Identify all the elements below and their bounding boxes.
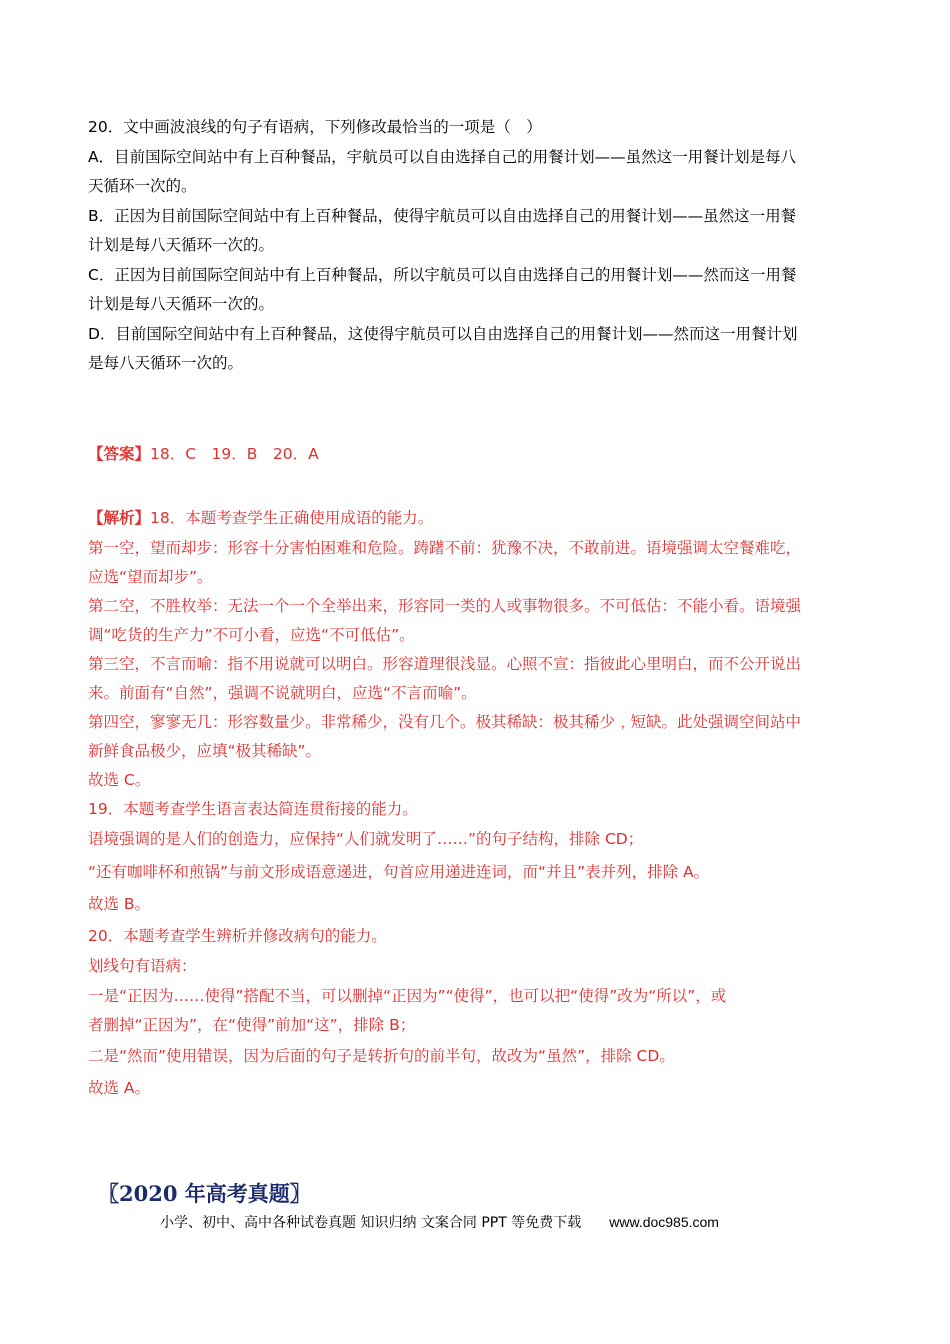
analysis-line: 应选“望而却步”。 [88, 568, 213, 586]
analysis-line: 划线句有语病： [88, 957, 197, 975]
analysis-first-text: 18．本题考查学生正确使用成语的能力。 [150, 509, 434, 527]
answer-text: 18．C 19．B 20．A [150, 445, 319, 463]
analysis-line: 调“吃货的生产力”不可小看，应选“不可低估”。 [88, 626, 415, 644]
option-b-line-2: 计划是每八天循环一次的。 [88, 236, 275, 254]
analysis-line: 第一空，望而却步：形容十分害怕困难和危险。踌躇不前：犹豫不决，不敢前进。语境强调太空餐难吃， [88, 539, 802, 557]
analysis-line: 第二空，不胜枚举：无法一个一个全举出来，形容同一类的人或事物很多。不可低估：不能小看。语境强 [88, 597, 802, 615]
analysis-line: 故选 A。 [88, 1079, 151, 1097]
answer-label: 【答案】 [88, 445, 151, 463]
analysis-first-line [88, 508, 863, 528]
analysis-line: 来。前面有“自然”，强调不说就明白，应选“不言而喻”。 [88, 684, 477, 702]
section-title: 〖2020 年高考真题〗 [98, 1181, 311, 1206]
option-c-line-1: C．正因为目前国际空间站中有上百种餐品，所以宇航员可以自由选择自己的用餐计划——然而这一用餐 [88, 266, 797, 284]
footer-url[interactable]: www.doc985.com [609, 1214, 719, 1230]
analysis-line: 19．本题考查学生语言表达简连贯衔接的能力。 [88, 800, 418, 818]
option-a-line-1: A．目前国际空间站中有上百种餐品，宇航员可以自由选择自己的用餐计划——虽然这一用餐计划是每八 [88, 148, 797, 166]
question-20-stem: 20．文中画波浪线的句子有语病，下列修改最恰当的一项是（ ） [88, 118, 542, 136]
option-b-line-1: B．正因为目前国际空间站中有上百种餐品，使得宇航员可以自由选择自己的用餐计划——虽然这一用餐 [88, 207, 797, 225]
analysis-line: 20．本题考查学生辨析并修改病句的能力。 [88, 927, 387, 945]
analysis-line: 语境强调的是人们的创造力，应保持“人们就发明了……”的句子结构，排除 CD； [88, 830, 644, 848]
footer-text: 小学、初中、高中各种试卷真题 知识归纳 文案合同 PPT 等免费下载 [160, 1215, 582, 1231]
analysis-line: 故选 B。 [88, 895, 151, 913]
page-footer [160, 1212, 719, 1233]
option-d-line-2: 是每八天循环一次的。 [88, 354, 244, 372]
analysis-line: 第四空，寥寥无几：形容数量少。非常稀少，没有几个。极其稀缺：极其稀少﹐短缺。此处强调空间站中 [88, 713, 802, 731]
answer-line [88, 444, 863, 464]
analysis-line: 一是“正因为……使得”搭配不当，可以删掉“正因为”“使得”，也可以把“使得”改为“所以”，或 [88, 987, 727, 1005]
analysis-line: 故选 C。 [88, 771, 151, 789]
analysis-line: “还有咖啡杯和煎锅”与前文形成语意递进，句首应用递进连词，而“并且”表并列，排除 A。 [88, 863, 710, 881]
option-a-line-2: 天循环一次的。 [88, 177, 197, 195]
option-c-line-2: 计划是每八天循环一次的。 [88, 295, 275, 313]
analysis-line: 新鲜食品极少，应填“极其稀缺”。 [88, 742, 322, 760]
analysis-line: 第三空，不言而喻：指不用说就可以明白。形容道理很浅显。心照不宣：指彼此心里明白，而不公开说出 [88, 655, 802, 673]
analysis-label: 【解析】 [88, 509, 151, 527]
option-d-line-1: D．目前国际空间站中有上百种餐品，这使得宇航员可以自由选择自己的用餐计划——然而这一用餐计划 [88, 325, 798, 343]
analysis-line: 二是“然而”使用错误，因为后面的句子是转折句的前半句，故改为“虽然”，排除 CD。 [88, 1047, 675, 1065]
analysis-line: 者删掉“正因为”，在“使得”前加“这”，排除 B； [88, 1016, 416, 1034]
